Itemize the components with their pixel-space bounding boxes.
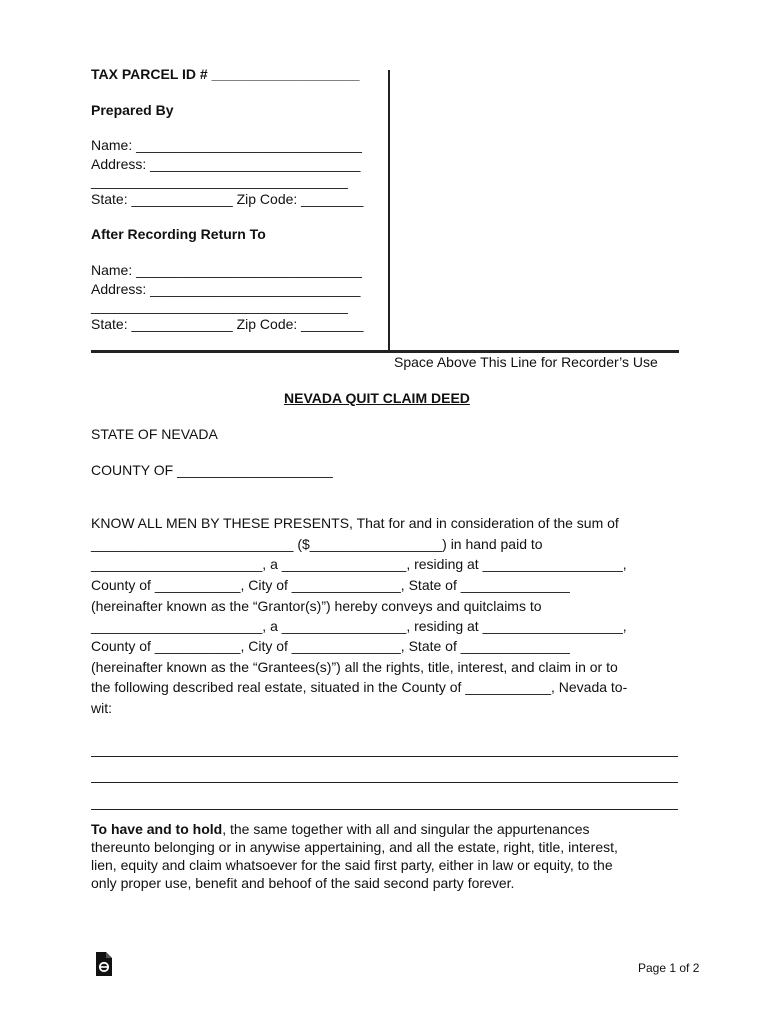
prepared-by-state-zip: State: _____________ Zip Code: ________	[91, 191, 364, 207]
body-line: ______________________, a ________________, residing at __________________,	[91, 618, 627, 634]
body-line: the following described real estate, situated in the County of ___________, Nevada to-	[91, 679, 628, 695]
header-vertical-divider	[388, 70, 390, 350]
recorder-use-note: Space Above This Line for Recorder’s Use	[394, 354, 658, 370]
legal-description-line	[91, 782, 678, 783]
document-logo-icon	[94, 951, 114, 977]
county-line: COUNTY OF ____________________	[91, 462, 333, 478]
return-blank-line: _________________________________	[91, 298, 348, 314]
deed-title: NEVADA QUIT CLAIM DEED	[284, 390, 470, 406]
tax-parcel-id: TAX PARCEL ID # ___________________	[91, 66, 360, 82]
body-line: County of ___________, City of ______________, State of ______________	[91, 577, 570, 593]
body-line: wit:	[91, 700, 112, 716]
return-state-zip: State: _____________ Zip Code: ________	[91, 316, 364, 332]
body-line: (hereinafter known as the “Grantor(s)”) hereby conveys and quitclaims to	[91, 598, 542, 614]
body-line: __________________________ ($_________________) in hand paid to	[91, 536, 543, 552]
prepared-by-address: Address: ___________________________	[91, 156, 361, 172]
habendum-bold: To have and to hold	[91, 821, 223, 837]
prepared-by-name: Name: _____________________________	[91, 137, 362, 153]
legal-description-line	[91, 756, 678, 757]
body-line: KNOW ALL MEN BY THESE PRESENTS, That for and in consideration of the sum of	[91, 515, 619, 531]
after-recording-heading: After Recording Return To	[91, 226, 266, 242]
legal-description-line	[91, 809, 678, 810]
habendum-text: , the same together with all and singular the appurtenances	[222, 821, 590, 837]
habendum-line: only proper use, benefit and behoof of the said second party forever.	[91, 875, 515, 891]
return-name: Name: _____________________________	[91, 262, 362, 278]
habendum-line: thereunto belonging or in anywise appertaining, and all the estate, right, title, interest,	[91, 839, 618, 855]
habendum-line: lien, equity and claim whatsoever for the said first party, either in law or equity, to the	[91, 857, 613, 873]
page-number: Page 1 of 2	[638, 961, 700, 975]
prepared-by-blank-line: _________________________________	[91, 173, 348, 189]
body-line: ______________________, a ________________, residing at __________________,	[91, 556, 627, 572]
return-address: Address: ___________________________	[91, 281, 361, 297]
body-line: (hereinafter known as the “Grantees(s)”) all the rights, title, interest, and claim in or to	[91, 659, 618, 675]
habendum-line-1	[91, 820, 590, 838]
body-line: County of ___________, City of ______________, State of ______________	[91, 638, 570, 654]
state-line: STATE OF NEVADA	[91, 426, 218, 442]
prepared-by-heading: Prepared By	[91, 102, 174, 118]
